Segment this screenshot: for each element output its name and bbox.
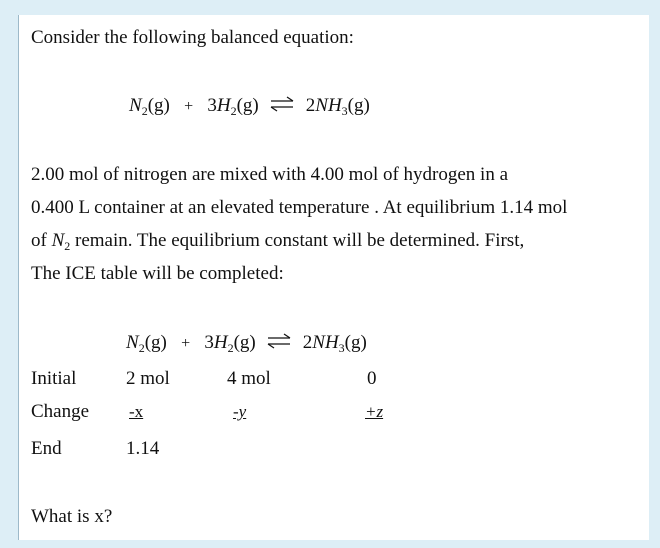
equilibrium-arrow-icon: [265, 333, 293, 349]
question-text: What is x?: [31, 506, 113, 527]
ice-initial-nh3: 0: [367, 368, 377, 389]
species-nh3: NH: [315, 95, 342, 116]
ice-row-label-end: End: [31, 438, 62, 459]
intro-text: Consider the following balanced equation:: [31, 27, 354, 48]
ice-end-n2: 1.14: [126, 438, 160, 459]
paragraph-line-1: 2.00 mol of nitrogen are mixed with 4.00 mol of hydrogen in a: [31, 164, 509, 185]
ice-change-nh3: +z: [365, 402, 384, 421]
balanced-equation: $N_2(g)$ + $3H_2(g)$ $2NH_3(g)$: [129, 95, 370, 118]
ice-equation: $N_2(g)$ + $3H_2(g)$ $2NH_3(g)$: [126, 332, 367, 355]
plus-sign: +: [184, 98, 194, 115]
ice-change-h2: -y: [233, 402, 247, 421]
species-h2: H: [216, 95, 231, 116]
ice-row-label-change: Change: [31, 401, 90, 422]
paragraph-line-4: The ICE table will be completed:: [31, 263, 284, 284]
equilibrium-arrow-icon: [268, 96, 296, 112]
ice-change-n2: -x: [129, 402, 144, 421]
ice-initial-h2: 4 mol: [227, 368, 271, 389]
paragraph-line-3: of $N_2$ remain. The equilibrium constant will be determined. First,: [31, 230, 525, 253]
species-n2: N: [129, 95, 142, 116]
paragraph-line-2: 0.400 L container at an elevated temperature . At equilibrium 1.14 mol: [31, 197, 568, 218]
ice-initial-n2: 2 mol: [126, 368, 170, 389]
ice-row-label-initial: Initial: [31, 368, 77, 389]
